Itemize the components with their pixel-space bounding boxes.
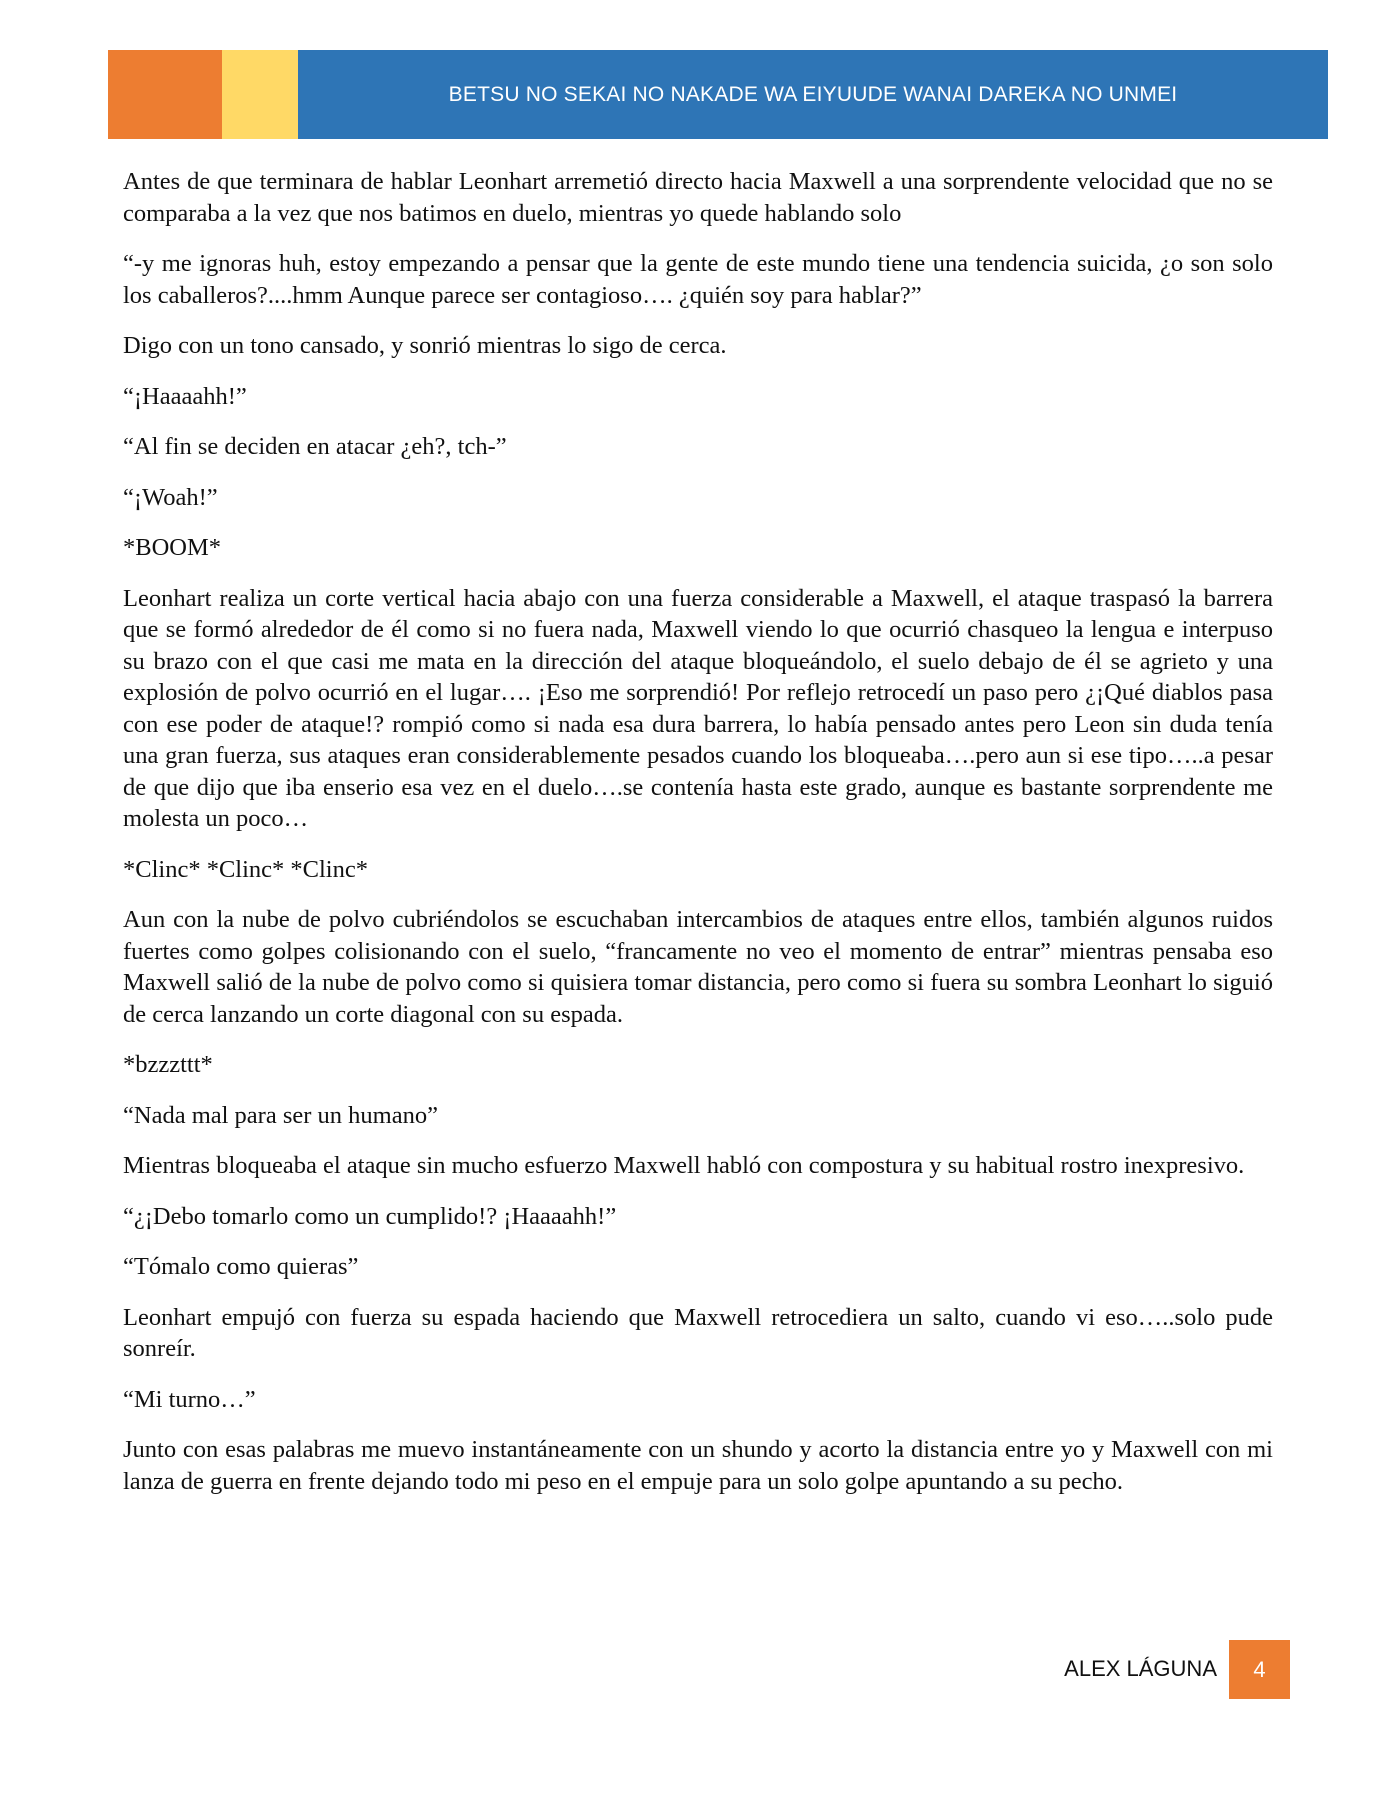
page-footer [0,1640,1400,1700]
paragraph: “Nada mal para ser un humano” [123,1101,438,1129]
paragraph: *Clinc* *Clinc* *Clinc* [123,855,368,883]
header-title: BETSU NO SEKAI NO NAKADE WA EIYUUDE WANAI DAREKA NO UNMEI [448,82,1178,106]
header-orange-block [108,50,222,139]
header-title-bar [298,50,1328,139]
paragraph: “Mi turno…” [123,1385,256,1413]
paragraph: Leonhart realiza un corte vertical hacia abajo con una fuerza considerable a Maxwell, el ataque traspasó la barrera que se formó alrededor de él como si no fuera nada, Maxwell viendo lo que ocurrió chasqueo la lengua e interpuso su brazo con el que casi me mata en la dirección del ataque bloqueándolo, el suelo debajo de él se agrieto y una explosión de polvo ocurrió en el lugar…. ¡Eso me sorprendió! Por reflejo retrocedí un paso pero ¿¡Qué diablos pasa con ese poder de ataque!? rompió como si nada esa dura barrera, lo había pensado antes pero Leon sin duda tenía una gran fuerza, sus ataques eran considerablemente pesados cuando los bloqueaba….pero aun si ese tipo…..a pesar de que dijo que iba enserio esa vez en el duelo….se contenía hasta este grado, aunque es bastante sorprendente me molesta un poco… [123,584,1273,832]
paragraph: “¡Haaaahh!” [123,382,247,410]
paragraph: “Al fin se deciden en atacar ¿eh?, tch-” [123,433,507,460]
paragraph: “Tómalo como quieras” [123,1253,359,1280]
paragraph: Antes de que terminara de hablar Leonhart arremetió directo hacia Maxwell a una sorprendente velocidad que no se comparaba a la vez que nos batimos en duelo, mientras yo quede hablando solo [123,168,1273,227]
paragraph: Junto con esas palabras me muevo instantáneamente con un shundo y acorto la distancia entre yo y Maxwell con mi lanza de guerra en frente dejando todo mi peso en el empuje para un solo golpe apuntando a su pecho. [123,1436,1273,1495]
paragraph: Aun con la nube de polvo cubriéndolos se escuchaban intercambios de ataques entre ellos, también algunos ruidos fuertes como golpes colisionando con el suelo, “francamente no veo el momento de entrar” mientras pensaba eso Maxwell salió de la nube de polvo como si quisiera tomar distancia, pero como si fuera su sombra Leonhart lo siguió de cerca lanzando un corte diagonal con su espada. [123,906,1273,1028]
paragraph: *BOOM* [123,534,222,561]
paragraph: Leonhart empujó con fuerza su espada haciendo que Maxwell retrocediera un salto, cuando vi eso…..solo pude sonreír. [123,1303,1273,1362]
footer-author: ALEX LÁGUNA [1064,1656,1217,1681]
page-header [108,50,1328,139]
page-body [123,166,1273,1516]
paragraph: “¿¡Debo tomarlo como un cumplido!? ¡Haaaahh!” [123,1202,617,1230]
header-yellow-block [222,50,298,139]
paragraph: “¡Woah!” [123,483,218,511]
paragraph: “-y me ignoras huh, estoy empezando a pensar que la gente de este mundo tiene una tendencia suicida, ¿o son solo los caballeros?....hmm Aunque parece ser contagioso…. ¿quién soy para hablar?” [123,250,1273,309]
paragraph: Mientras bloqueaba el ataque sin mucho esfuerzo Maxwell habló con compostura y su habitual rostro inexpresivo. [123,1152,1245,1179]
paragraph: *bzzzttt* [123,1051,213,1078]
page-number: 4 [1229,1640,1290,1699]
paragraph: Digo con un tono cansado, y sonrió mientras lo sigo de cerca. [123,332,727,359]
